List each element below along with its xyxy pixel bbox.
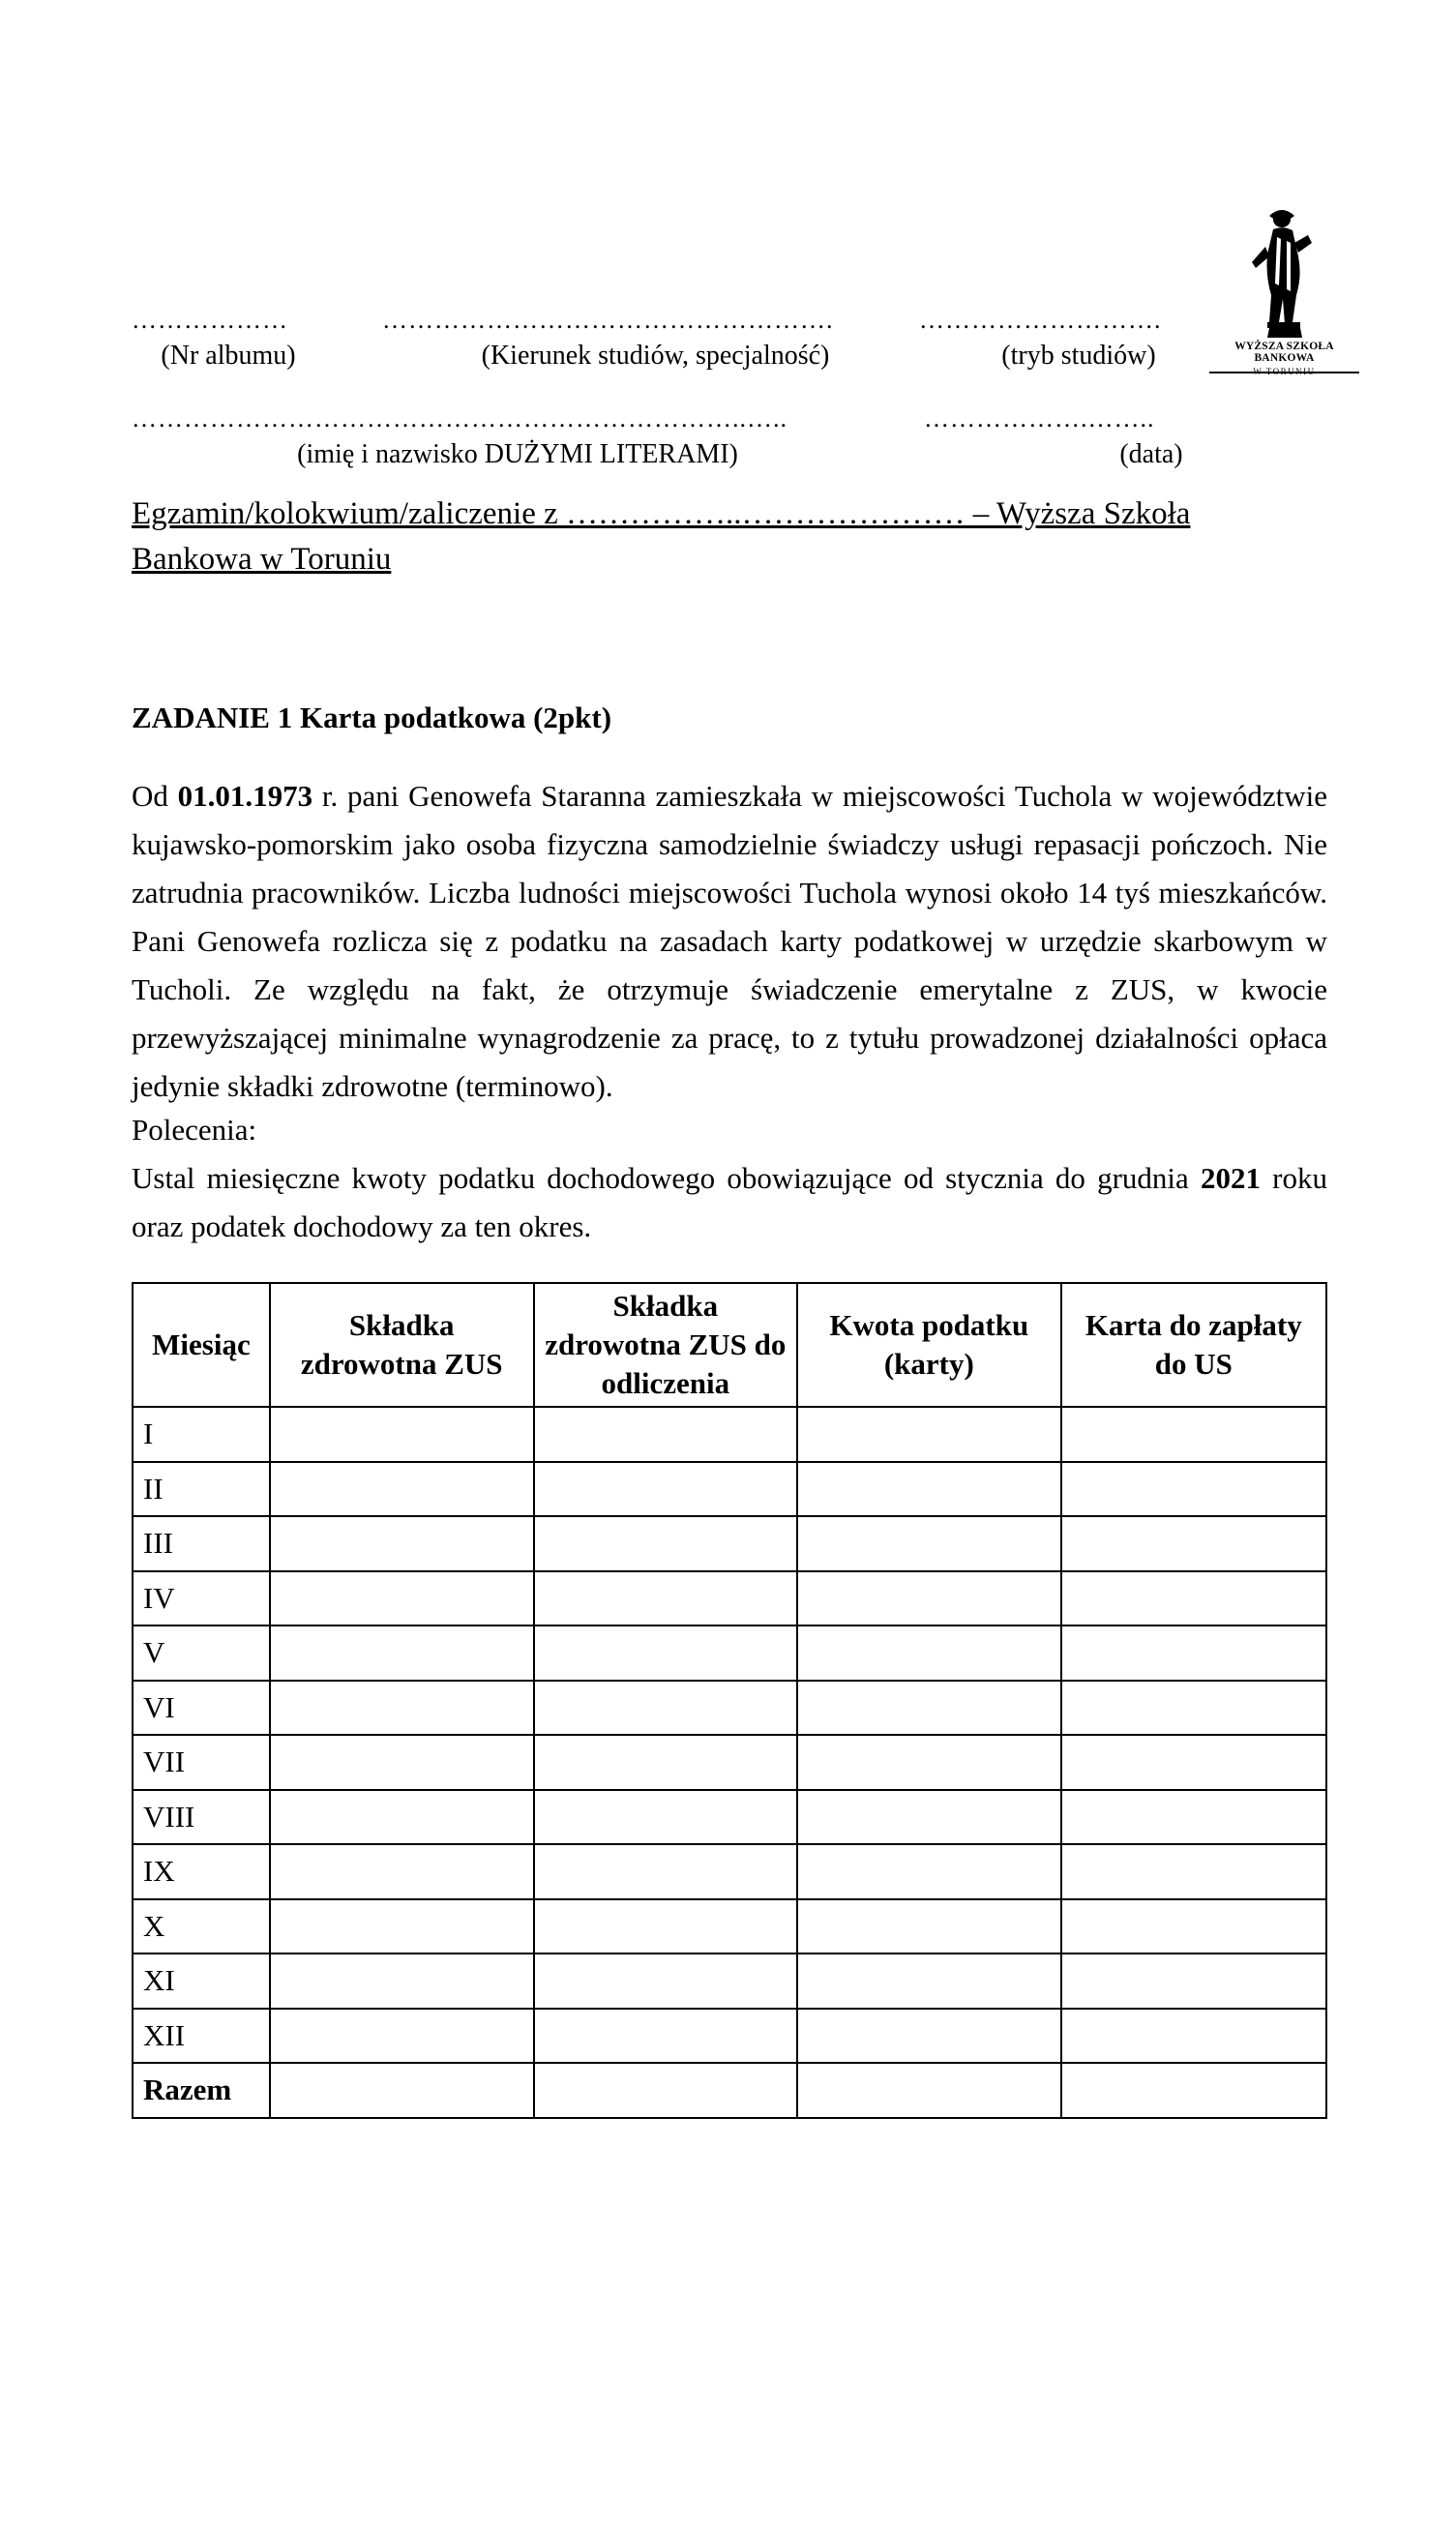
nr-albumu-label: (Nr albumu) <box>161 341 296 371</box>
input-cell[interactable] <box>797 1681 1060 1736</box>
logo-line1: WYŻSZA SZKOŁA BANKOWA <box>1234 341 1334 364</box>
kierunek-label: (Kierunek studiów, specjalność) <box>481 341 830 371</box>
input-cell[interactable] <box>270 1462 534 1517</box>
desc-prefix: Od <box>132 779 178 813</box>
input-cell[interactable] <box>1061 1681 1326 1736</box>
input-cell[interactable] <box>534 1844 798 1899</box>
input-cell[interactable] <box>1061 1735 1326 1790</box>
table-row <box>133 1844 1326 1899</box>
header-tax-payable: Karta do zapłaty do US <box>1061 1283 1326 1407</box>
table-row <box>133 1681 1326 1736</box>
table-row <box>133 2009 1326 2064</box>
month-cell: XII <box>133 2009 270 2064</box>
input-cell[interactable] <box>270 1625 534 1681</box>
imie-dots: ……………………………………………………………..….. <box>132 404 787 432</box>
input-cell[interactable] <box>797 1844 1060 1899</box>
input-cell[interactable] <box>1061 2009 1326 2064</box>
input-cell[interactable] <box>534 1407 798 1462</box>
input-cell[interactable] <box>1061 1625 1326 1681</box>
input-cell[interactable] <box>797 1407 1060 1462</box>
input-cell[interactable] <box>534 2063 798 2118</box>
command-suffix: roku oraz podatek dochodowy za ten okres. <box>132 1161 1327 1243</box>
input-cell[interactable] <box>270 2009 534 2064</box>
input-cell[interactable] <box>534 1735 798 1790</box>
desc-date: 01.01.1973 <box>177 779 313 813</box>
input-cell[interactable] <box>1061 1571 1326 1626</box>
input-cell[interactable] <box>1061 1844 1326 1899</box>
table-row <box>133 1735 1326 1790</box>
input-cell[interactable] <box>270 1899 534 1954</box>
input-cell[interactable] <box>534 1462 798 1517</box>
command-prefix: Ustal miesięczne kwoty podatku dochodowego obowiązujące od stycznia do grudnia <box>132 1161 1201 1195</box>
input-cell[interactable] <box>270 1844 534 1899</box>
input-cell[interactable] <box>270 1953 534 2009</box>
input-cell[interactable] <box>270 1681 534 1736</box>
total-label: Razem <box>133 2063 270 2118</box>
input-cell[interactable] <box>797 1462 1060 1517</box>
input-cell[interactable] <box>797 1735 1060 1790</box>
header-health-contribution: Składka zdrowotna ZUS <box>270 1283 534 1407</box>
input-cell[interactable] <box>534 1790 798 1845</box>
input-cell[interactable] <box>797 2063 1060 2118</box>
input-cell[interactable] <box>534 1625 798 1681</box>
month-cell: I <box>133 1407 270 1462</box>
desc-rest: r. pani Genowefa Staranna zamieszkała w miejscowości Tuchola w województwie kujawsko-pomorskim jako osoba fizyczna samodzielnie świadczy usługi repasacji pończoch. Nie zatrudnia pracowników. Liczba ludności miejscowości Tuchola wynosi około 14 tyś mieszkańców. Pani Genowefa rozlicza się z podatku na zasadach karty podatkowej w urzędzie skarbowym w Tucholi. Ze względu na fakt, że otrzymuje świadczenie emerytalne z ZUS, w kwocie przewyższającej minimalne wynagrodzenie za pracę, to z tytułu prowadzonej działalności opłaca jedynie składki zdrowotne (terminowo). <box>132 779 1327 1103</box>
input-cell[interactable] <box>534 2009 798 2064</box>
input-cell[interactable] <box>534 1899 798 1954</box>
table-row <box>133 1899 1326 1954</box>
table-row <box>133 1790 1326 1845</box>
tryb-label: (tryb studiów) <box>1001 341 1156 371</box>
tax-table <box>132 1282 1327 2119</box>
input-cell[interactable] <box>1061 1899 1326 1954</box>
month-cell: VI <box>133 1681 270 1736</box>
input-cell[interactable] <box>1061 1407 1326 1462</box>
header-tax-amount: Kwota podatku (karty) <box>797 1283 1060 1407</box>
data-label: (data) <box>1119 439 1183 469</box>
header-health-deductible: Składka zdrowotna ZUS do odliczenia <box>534 1283 798 1407</box>
imie-label: (imię i nazwisko DUŻYMI LITERAMI) <box>297 439 738 469</box>
input-cell[interactable] <box>534 1516 798 1571</box>
table-row <box>133 1625 1326 1681</box>
input-cell[interactable] <box>1061 2063 1326 2118</box>
month-cell: IX <box>133 1844 270 1899</box>
table-row <box>133 1407 1326 1462</box>
task-command <box>132 1154 1327 1251</box>
month-cell: III <box>133 1516 270 1571</box>
table-total-row <box>133 2063 1326 2118</box>
month-cell: IV <box>133 1571 270 1626</box>
month-cell: II <box>133 1462 270 1517</box>
input-cell[interactable] <box>270 1790 534 1845</box>
input-cell[interactable] <box>534 1571 798 1626</box>
task-description <box>132 772 1327 1111</box>
table-row <box>133 1953 1326 2009</box>
exam-line: Egzamin/kolokwium/zaliczenie z ……………..………………… – Wyższa Szkoła Bankowa w Toruniu <box>132 496 1191 577</box>
tryb-dots: ………………………. <box>919 306 1162 334</box>
input-cell[interactable] <box>270 1407 534 1462</box>
input-cell[interactable] <box>1061 1516 1326 1571</box>
month-cell: VIII <box>133 1790 270 1845</box>
input-cell[interactable] <box>797 1625 1060 1681</box>
input-cell[interactable] <box>270 1571 534 1626</box>
input-cell[interactable] <box>797 1571 1060 1626</box>
table-row <box>133 1462 1326 1517</box>
header-month: Miesiąc <box>133 1283 270 1407</box>
input-cell[interactable] <box>797 2009 1060 2064</box>
logo-line2: W TORUNIU <box>1253 367 1316 376</box>
input-cell[interactable] <box>1061 1462 1326 1517</box>
input-cell[interactable] <box>797 1953 1060 2009</box>
input-cell[interactable] <box>1061 1790 1326 1845</box>
input-cell[interactable] <box>270 1735 534 1790</box>
month-cell: XI <box>133 1953 270 2009</box>
data-dots: ……………….…….. <box>924 404 1155 432</box>
table-row <box>133 1571 1326 1626</box>
table-row <box>133 1516 1326 1571</box>
command-year: 2021 <box>1200 1161 1261 1195</box>
month-cell: VII <box>133 1735 270 1790</box>
nr-albumu-dots: ……………… <box>132 306 288 334</box>
kierunek-dots: ……………………………………………. <box>382 306 834 334</box>
input-cell[interactable] <box>534 1953 798 2009</box>
logo-divider <box>1209 372 1359 373</box>
table-header-row <box>133 1283 1326 1407</box>
input-cell[interactable] <box>534 1681 798 1736</box>
input-cell[interactable] <box>797 1790 1060 1845</box>
month-cell: X <box>133 1899 270 1954</box>
input-cell[interactable] <box>797 1516 1060 1571</box>
month-cell: V <box>133 1625 270 1681</box>
input-cell[interactable] <box>797 1899 1060 1954</box>
task-title: ZADANIE 1 Karta podatkowa (2pkt) <box>132 701 612 734</box>
input-cell[interactable] <box>270 2063 534 2118</box>
input-cell[interactable] <box>270 1516 534 1571</box>
commands-label: Polecenia: <box>132 1113 257 1147</box>
input-cell[interactable] <box>1061 1953 1326 2009</box>
